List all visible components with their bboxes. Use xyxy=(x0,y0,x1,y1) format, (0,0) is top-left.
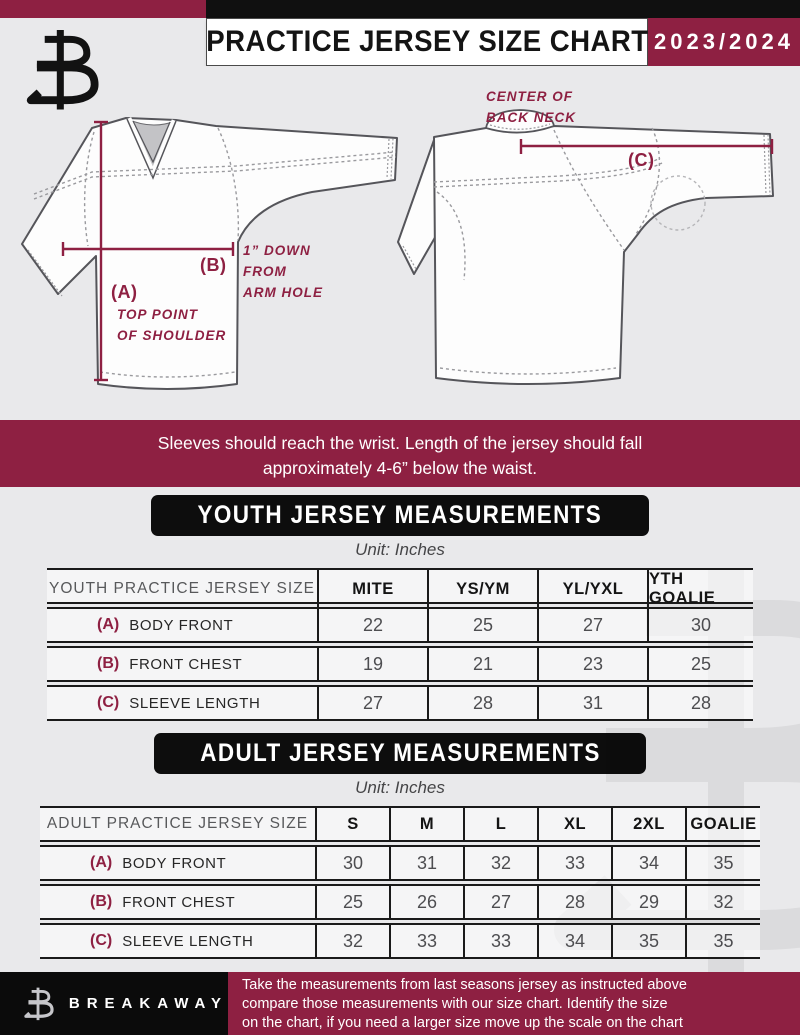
adult-section-banner: ADULT JERSEY MEASUREMENTS xyxy=(154,733,647,774)
row-letter: (C) xyxy=(97,694,120,711)
value-cell: 32 xyxy=(463,847,537,879)
value-cell: 21 xyxy=(427,648,537,680)
column-header: YL/YXL xyxy=(537,570,647,608)
column-header: YOUTH PRACTICE JERSEY SIZE xyxy=(48,580,315,597)
page-title: PRACTICE JERSEY SIZE CHART xyxy=(205,25,649,58)
adult-size-table xyxy=(0,806,800,959)
table-header-row xyxy=(40,806,760,842)
value-cell: 34 xyxy=(537,925,611,957)
value-cell: 31 xyxy=(389,847,463,879)
value-cell: 27 xyxy=(463,886,537,918)
value-cell: 27 xyxy=(317,687,427,719)
footer-brand xyxy=(0,972,228,1035)
center-back-neck-note: CENTER OF BACK NECK xyxy=(486,89,576,125)
value-cell: 28 xyxy=(537,886,611,918)
value-cell: 35 xyxy=(685,847,760,879)
table-header-row xyxy=(47,568,753,607)
header xyxy=(0,18,800,66)
value-cell: 28 xyxy=(647,687,753,719)
brand-name: BREAKAWAY xyxy=(68,995,228,1012)
fit-notice-line: Sleeves should reach the wrist. Length of the jersey should fall xyxy=(157,433,643,453)
value-cell: 25 xyxy=(427,609,537,641)
column-header: YTH GOALIE xyxy=(647,570,753,608)
row-label: SLEEVE LENGTH xyxy=(129,694,261,712)
back-jersey-drawing xyxy=(398,110,773,384)
arm-hole-note: 1” DOWN FROM ARM HOLE xyxy=(243,243,323,300)
breakaway-logo-icon xyxy=(26,22,104,116)
value-cell: 23 xyxy=(537,648,647,680)
value-cell: 30 xyxy=(647,609,753,641)
value-cell: 35 xyxy=(611,925,685,957)
adult-unit-label: Unit: Inches xyxy=(355,778,445,797)
fit-notice-banner xyxy=(0,420,800,487)
value-cell: 29 xyxy=(611,886,685,918)
top-strip-maroon xyxy=(0,0,206,18)
column-header: L xyxy=(463,808,537,840)
row-label: SLEEVE LENGTH xyxy=(122,932,254,950)
table-row xyxy=(47,685,753,721)
table-row xyxy=(40,845,760,881)
row-label: FRONT CHEST xyxy=(122,893,236,911)
youth-section-banner: YOUTH JERSEY MEASUREMENTS xyxy=(151,495,649,536)
top-point-note: TOP POINT OF SHOULDER xyxy=(117,307,227,343)
value-cell: 32 xyxy=(685,886,760,918)
footer-breakaway-logo-icon xyxy=(24,983,56,1024)
value-cell: 28 xyxy=(427,687,537,719)
footer xyxy=(0,972,800,1035)
value-cell: 33 xyxy=(537,847,611,879)
value-cell: 26 xyxy=(389,886,463,918)
column-header: XL xyxy=(537,808,611,840)
top-strip xyxy=(0,0,800,18)
jersey-diagram-area xyxy=(0,66,800,420)
column-header: MITE xyxy=(317,570,427,608)
row-label: BODY FRONT xyxy=(122,854,227,872)
value-cell: 25 xyxy=(647,648,753,680)
jersey-illustrations xyxy=(0,66,800,420)
top-strip-black xyxy=(206,0,800,18)
value-cell: 27 xyxy=(537,609,647,641)
table-row xyxy=(40,884,760,920)
column-header: S xyxy=(315,808,389,840)
footer-instructions xyxy=(228,972,800,1035)
row-letter: (A) xyxy=(90,854,113,871)
front-jersey-drawing xyxy=(22,118,397,389)
value-cell: 32 xyxy=(315,925,389,957)
season-badge: 2023/2024 xyxy=(648,18,800,66)
table-row xyxy=(47,646,753,682)
row-letter: (A) xyxy=(97,616,120,633)
value-cell: 22 xyxy=(317,609,427,641)
row-label: FRONT CHEST xyxy=(129,655,243,673)
value-cell: 33 xyxy=(463,925,537,957)
column-header: ADULT PRACTICE JERSEY SIZE xyxy=(46,815,309,832)
title-box xyxy=(206,18,648,66)
measurement-label-a: (A) xyxy=(111,282,138,302)
youth-size-table xyxy=(0,568,800,721)
footer-instruction-line: on the chart, if you need a larger size move up the scale on the chart xyxy=(242,1015,683,1031)
footer-instruction-line: compare those measurements with our size chart. Identify the size xyxy=(242,996,668,1012)
value-cell: 33 xyxy=(389,925,463,957)
row-letter: (B) xyxy=(90,893,113,910)
column-header: GOALIE xyxy=(685,808,760,840)
table-row xyxy=(40,923,760,959)
column-header: 2XL xyxy=(611,808,685,840)
column-header: YS/YM xyxy=(427,570,537,608)
value-cell: 25 xyxy=(315,886,389,918)
measurement-label-c: (C) xyxy=(628,150,655,170)
footer-instruction-line: Take the measurements from last seasons jersey as instructed above xyxy=(242,977,687,993)
measurement-label-b: (B) xyxy=(200,255,227,275)
fit-notice-line: approximately 4-6” below the waist. xyxy=(262,458,538,478)
row-letter: (B) xyxy=(97,655,120,672)
value-cell: 35 xyxy=(685,925,760,957)
value-cell: 30 xyxy=(315,847,389,879)
row-letter: (C) xyxy=(90,932,113,949)
column-header: M xyxy=(389,808,463,840)
youth-unit-label: Unit: Inches xyxy=(355,540,445,559)
value-cell: 31 xyxy=(537,687,647,719)
value-cell: 19 xyxy=(317,648,427,680)
value-cell: 34 xyxy=(611,847,685,879)
table-row xyxy=(47,607,753,643)
row-label: BODY FRONT xyxy=(129,616,234,634)
